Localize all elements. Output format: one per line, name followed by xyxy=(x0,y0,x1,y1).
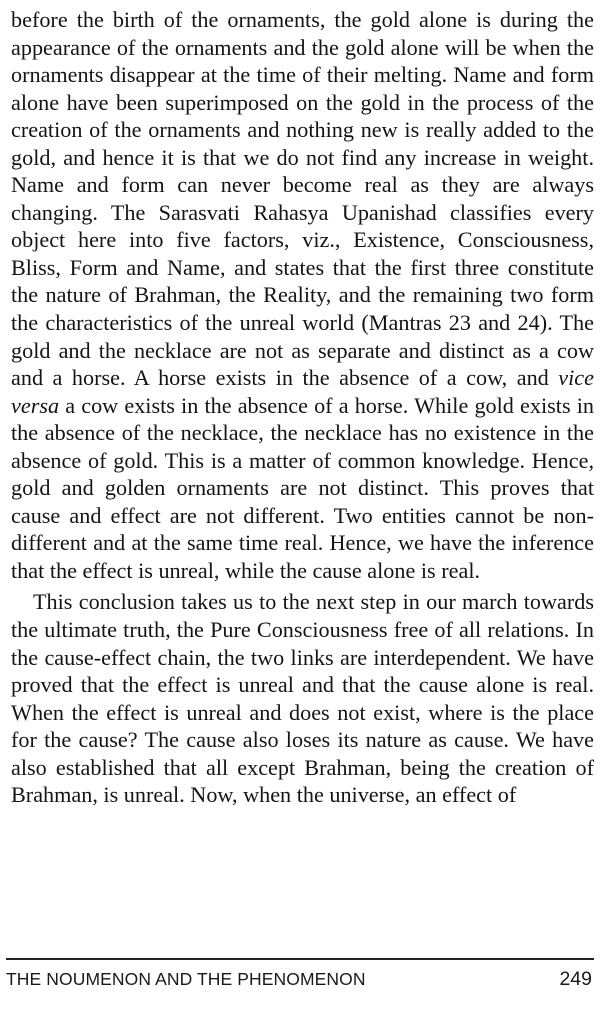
paragraph-1 xyxy=(11,6,594,584)
page-number: 249 xyxy=(559,968,592,990)
running-head: THE NOUMENON AND THE PHENOMENON xyxy=(6,969,366,989)
footer-rule xyxy=(6,958,594,960)
page-body xyxy=(11,6,594,809)
paragraph-1-text-end: a cow exists in the absence of a horse. While gold exists in the absence of the necklace, the necklace has no existence in the absence of gold. This is a matter of common knowledge. Hence, gold and golden ornaments are not distinct. This proves that cause and effect are not different. Two entities cannot be non-different and at the same time real. Hence, we have the inference that the effect is unreal, while the cause alone is real. xyxy=(11,392,594,583)
paragraph-1-italic-phrase: vice versa xyxy=(11,365,594,418)
page-footer xyxy=(6,968,592,991)
paragraph-1-text-start: before the birth of the ornaments, the gold alone is during the appearance of the ornaments and the gold alone will be when the ornaments disappear at the time of their melting. Name and form alone have been superimposed on the gold in the process of the creation of the ornaments and nothing new is really added to the gold, and hence it is that we do not find any increase in weight. Name and form can never become real as they are always changing. The Sarasvati Rahasya Upanishad classifies every object here into five factors, viz., Existence, Consciousness, Bliss, Form and Name, and states that the first three constitute the nature of Brahman, the Reality, and the remaining two form the characteristics of the unreal world (Mantras 23 and 24). The gold and the necklace are not as separate and distinct as a cow and a horse. A horse exists in the absence of a cow, and xyxy=(11,7,594,391)
paragraph-2: This conclusion takes us to the next step in our march towards the ultimate truth, the Pure Consciousness free of all relations. In the cause-effect chain, the two links are interdependent. We have proved that the effect is unreal and that the cause alone is real. When the effect is unreal and does not exist, where is the place for the cause? The cause also loses its nature as cause. We have also established that all except Brahman, being the creation of Brahman, is unreal. Now, when the universe, an effect of xyxy=(11,589,594,808)
